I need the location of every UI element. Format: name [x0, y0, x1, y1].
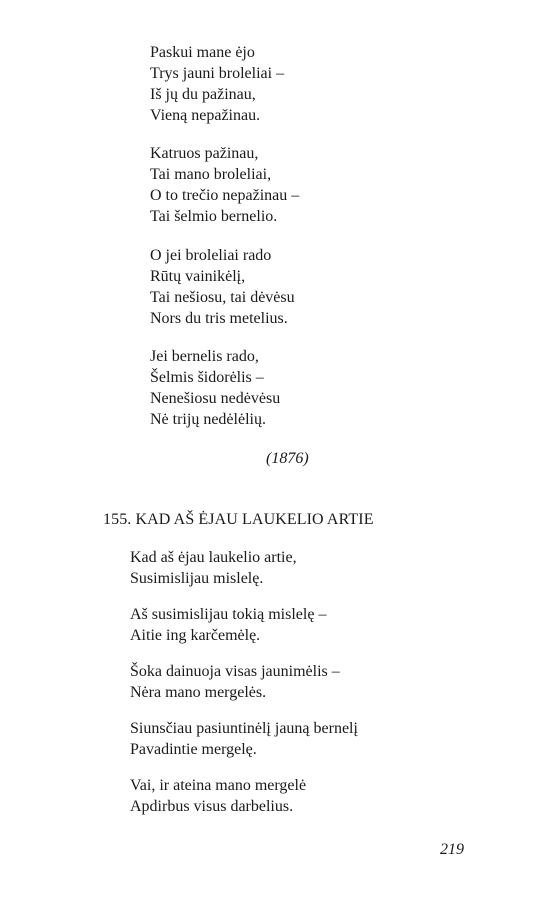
verse-line: Iš jų du pažinau,: [150, 86, 256, 103]
verse-line: Tai šelmio bernelio.: [150, 208, 278, 225]
verse-line: Tai mano broleliai,: [150, 166, 272, 183]
verse-line: Paskui mane ėjo: [150, 44, 255, 61]
verse-line: Nė trijų nedėlėlių.: [150, 411, 266, 428]
verse-line: Rūtų vainikėlį,: [150, 268, 246, 285]
verse-line: Šelmis šidorėlis –: [150, 369, 264, 386]
stanza: [130, 775, 306, 817]
verse-line: Trys jauni broleliai –: [150, 65, 285, 82]
verse-line: Apdirbus visus darbelius.: [130, 798, 294, 815]
verse-line: Nenešiosu nedėvėsu: [150, 390, 281, 407]
verse-line: O to trečio nepažinau –: [150, 187, 300, 204]
verse-line: Vieną nepažinau.: [150, 107, 261, 124]
stanza: [150, 143, 299, 227]
verse-line: Katruos pažinau,: [150, 145, 259, 162]
stanza: [130, 604, 326, 646]
stanza: [130, 661, 340, 703]
poem-date: (1876): [266, 450, 309, 467]
verse-line: Siunsčiau pasiuntinėlį jauną bernelį: [130, 720, 358, 737]
verse-line: Tai nešiosu, tai dėvėsu: [150, 289, 295, 306]
verse-line: Susimislijau mislelę.: [130, 570, 264, 587]
verse-line: Vai, ir ateina mano mergelė: [130, 777, 307, 794]
verse-line: Aitie ing karčemėlę.: [130, 627, 261, 644]
verse-line: O jei broleliai rado: [150, 247, 272, 264]
stanza: [150, 245, 295, 329]
stanza: [130, 547, 297, 589]
stanza: [150, 346, 280, 430]
poem-heading: 155. KAD AŠ ĖJAU LAUKELIO ARTIE: [103, 511, 374, 528]
verse-line: Jei bernelis rado,: [150, 348, 259, 365]
page-number: 219: [440, 841, 464, 858]
verse-line: Aš susimislijau tokią mislelę –: [130, 606, 327, 623]
verse-line: Kad aš ėjau laukelio artie,: [130, 549, 297, 566]
verse-line: Nors du tris metelius.: [150, 310, 288, 327]
verse-line: Šoka dainuoja visas jaunimėlis –: [130, 663, 340, 680]
stanza: [150, 42, 284, 126]
stanza: [130, 718, 358, 760]
verse-line: Nėra mano mergelės.: [130, 684, 267, 701]
verse-line: Pavadintie mergelę.: [130, 741, 257, 758]
